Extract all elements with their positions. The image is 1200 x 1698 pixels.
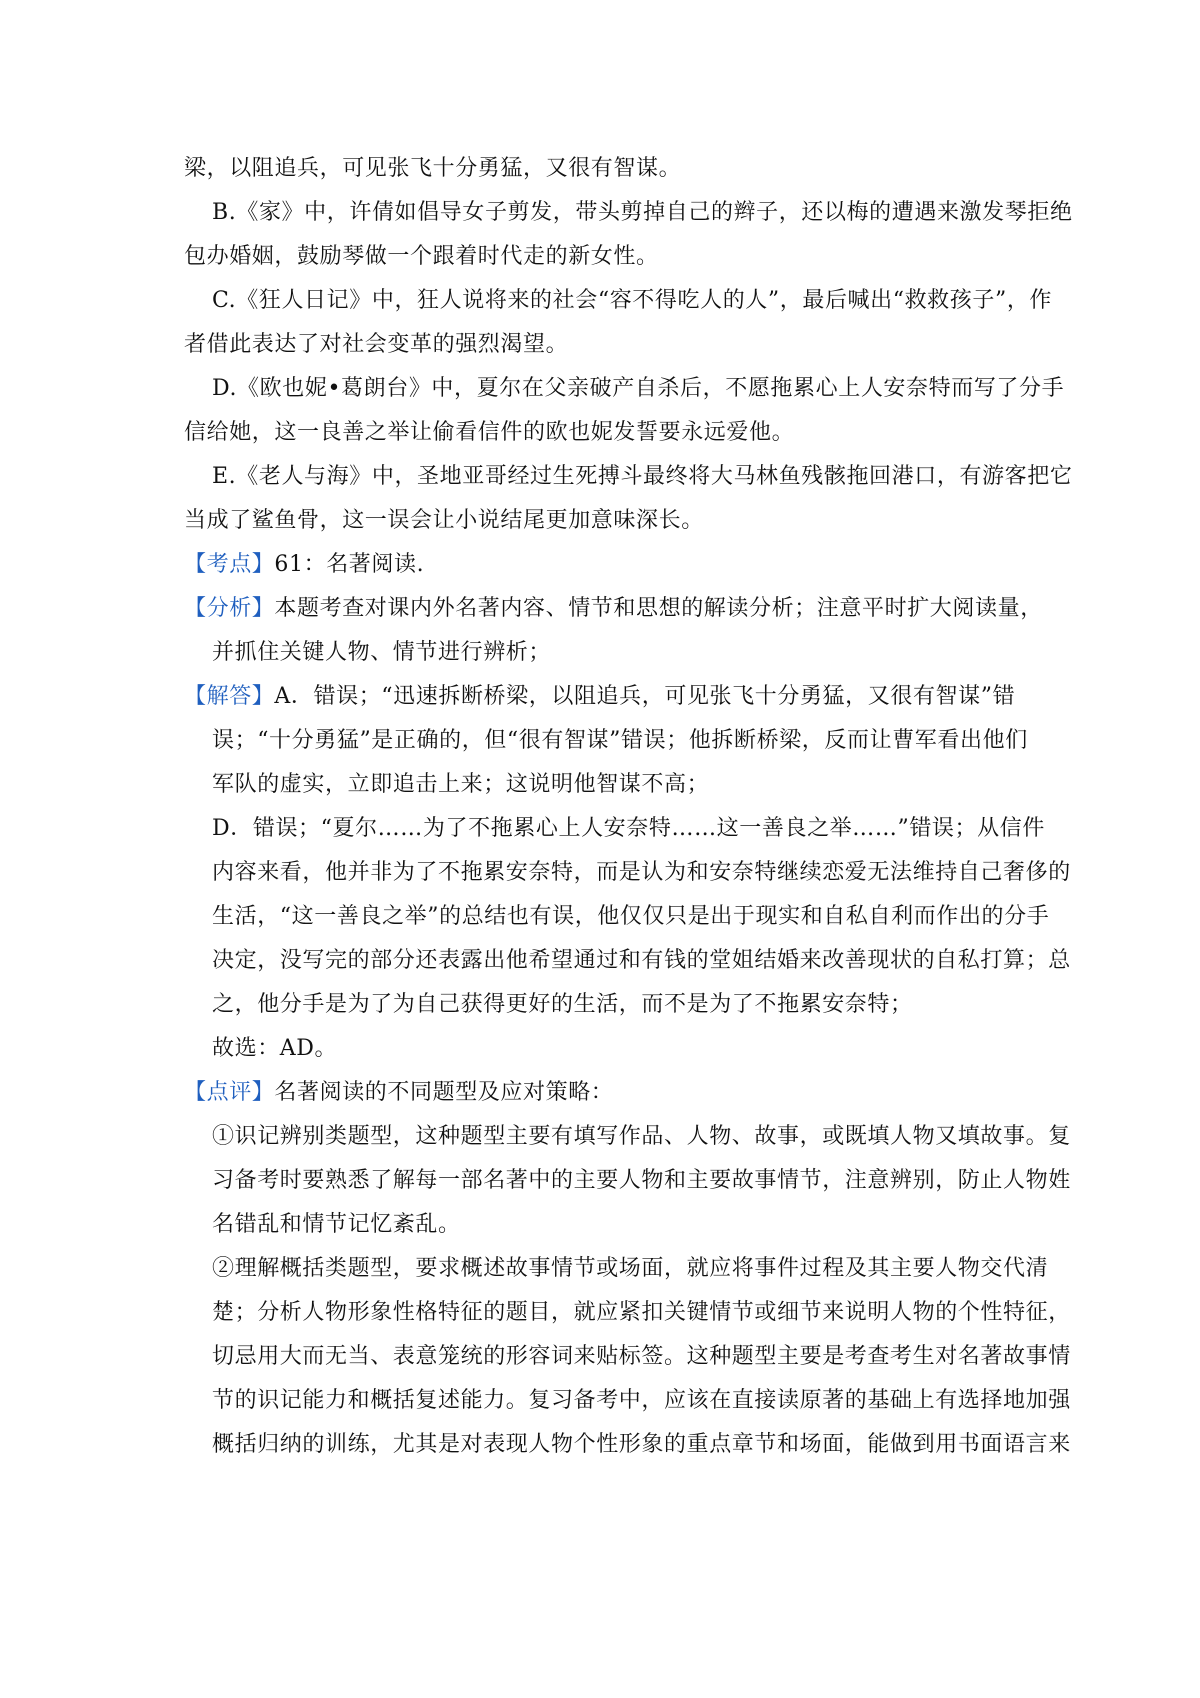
dianping-p1-line-2: 习备考时要熟悉了解每一部名著中的主要人物和主要故事情节，注意辨别，防止人物姓 (212, 1168, 1071, 1193)
option-c-line-2: 者借此表达了对社会变革的强烈渴望。 (184, 332, 569, 357)
fenxi-line-1 (184, 594, 1043, 624)
kaodian-text: 61：名著阅读. (274, 552, 425, 577)
dianping-p1-line-3: 名错乱和情节记忆紊乱。 (212, 1212, 461, 1237)
dianping-p2-line-3: 切忌用大而无当、表意笼统的形容词来贴标签。这种题型主要是考查考生对名著故事情 (212, 1344, 1071, 1369)
kaodian-tag: 【考点】 (184, 552, 275, 577)
dianping-tag: 【点评】 (184, 1080, 275, 1105)
jieda-d-line-2: 内容来看，他并非为了不拖累安奈特，而是认为和安奈特继续恋爱无法维持自己奢侈的 (212, 860, 1071, 885)
kaodian-line (184, 550, 424, 580)
jieda-d-line-5: 之，他分手是为了为自己获得更好的生活，而不是为了不拖累安奈特； (212, 992, 913, 1017)
option-b-line-1: B.《家》中，许倩如倡导女子剪发，带头剪掉自己的辫子，还以梅的遭遇来激发琴拒绝 (212, 200, 1073, 225)
jieda-line-3: 军队的虚实，立即追击上来；这说明他智谋不高； (212, 772, 710, 797)
jieda-line-2: 误；“十分勇猛”是正确的，但“很有智谋”错误；他拆断桥梁，反而让曹军看出他们 (212, 728, 1028, 753)
option-b-line-2: 包办婚姻，鼓励琴做一个跟着时代走的新女性。 (184, 244, 659, 269)
fenxi-text-1: 本题考查对课内外名著内容、情节和思想的解读分析；注意平时扩大阅读量， (274, 596, 1043, 621)
option-e-line-1: E.《老人与海》中，圣地亚哥经过生死搏斗最终将大马林鱼残骸拖回港口，有游客把它 (212, 464, 1073, 489)
option-a-tail: 梁，以阻追兵，可见张飞十分勇猛，又很有智谋。 (184, 156, 682, 181)
jieda-text-1: A．错误；“迅速拆断桥梁，以阻追兵，可见张飞十分勇猛，又很有智谋”错 (274, 684, 1016, 709)
fenxi-tag: 【分析】 (184, 596, 275, 621)
fenxi-line-2: 并抓住关键人物、情节进行辨析； (212, 640, 552, 665)
dianping-p2-line-2: 楚；分析人物形象性格特征的题目，就应紧扣关键情节或细节来说明人物的个性特征， (212, 1300, 1071, 1325)
dianping-p2-line-5: 概括归纳的训练，尤其是对表现人物个性形象的重点章节和场面，能做到用书面语言来 (212, 1432, 1071, 1457)
dianping-text: 名著阅读的不同题型及应对策略： (274, 1080, 614, 1105)
dianping-line (184, 1078, 613, 1108)
option-d-line-1: D.《欧也妮•葛朗台》中，夏尔在父亲破产自杀后，不愿拖累心上人安奈特而写了分手 (212, 376, 1065, 401)
jieda-d-line-1: D．错误；“夏尔……为了不拖累心上人安奈特……这一善良之举……”错误；从信件 (212, 816, 1045, 841)
option-e-line-2: 当成了鲨鱼骨，这一误会让小说结尾更加意味深长。 (184, 508, 704, 533)
dianping-p2-line-4: 节的识记能力和概括复述能力。复习备考中，应该在直接读原著的基础上有选择地加强 (212, 1388, 1071, 1413)
jieda-tag: 【解答】 (184, 684, 275, 709)
dianping-p1-line-1: ①识记辨别类题型，这种题型主要有填写作品、人物、故事，或既填人物又填故事。复 (212, 1124, 1071, 1149)
option-c-line-1: C.《狂人日记》中，狂人说将来的社会“容不得吃人的人”，最后喊出“救救孩子”，作 (212, 288, 1053, 313)
option-d-line-2: 信给她，这一良善之举让偷看信件的欧也妮发誓要永远爱他。 (184, 420, 795, 445)
jieda-answer: 故选：AD。 (212, 1036, 338, 1061)
dianping-p2-line-1: ②理解概括类题型，要求概述故事情节或场面，就应将事件过程及其主要人物交代清 (212, 1256, 1049, 1281)
jieda-d-line-4: 决定，没写完的部分还表露出他希望通过和有钱的堂姐结婚来改善现状的自私打算；总 (212, 948, 1071, 973)
jieda-d-line-3: 生活，“这一善良之举”的总结也有误，他仅仅只是出于现实和自私自利而作出的分手 (212, 904, 1050, 929)
jieda-line-1 (184, 682, 1015, 712)
